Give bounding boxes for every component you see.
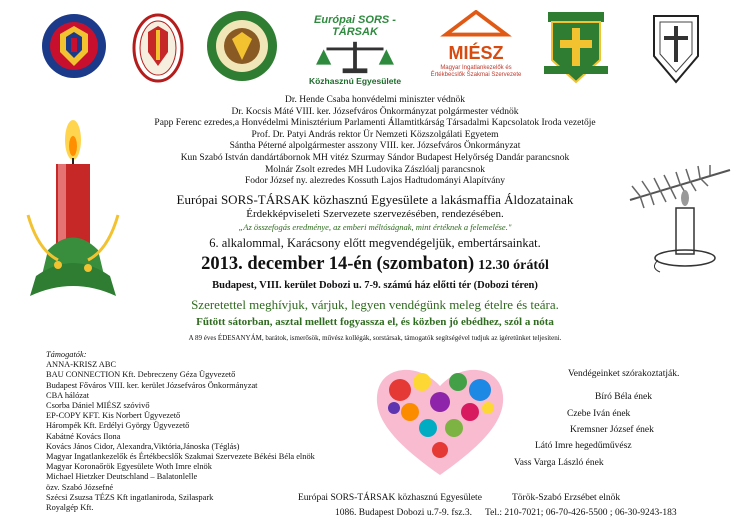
org-line: Európai SORS-TÁRSAK közhasznú Egyesülete a lakásmaffia Áldozatainak	[176, 192, 574, 207]
sponsor-item: Royalgép Kft.	[46, 503, 94, 513]
date-line	[0, 254, 750, 275]
jozsefvaros-logo	[538, 6, 614, 86]
sors-tarsak-logo	[300, 10, 410, 86]
house-icon	[428, 10, 524, 44]
miesz-logo	[428, 10, 524, 90]
sors-tarsak-subtitle: Közhasznú Egyesülete	[308, 76, 402, 86]
scales-icon	[300, 38, 410, 76]
sponsor-list	[46, 350, 315, 513]
sors-tarsak-title: Európai SORS - TÁRSAK	[314, 14, 396, 38]
patron-line: Sántha Péterné alpolgármester asszony VIII. ker. Józsefváros Önkormányzat	[229, 141, 521, 152]
sponsor-item: özv. Szabó Józsefné	[46, 482, 114, 492]
footer-president: Török-Szabó Erzsébet elnök	[512, 493, 621, 503]
performer: Kremsner József ének	[570, 425, 654, 435]
sponsor-item: Budapest Főváros VIII. ker. kerület Józsefváros Önkormányzat	[46, 380, 258, 390]
event-time: 12.30 órától	[478, 258, 549, 273]
welcome-line: Szeretettel meghívjuk, várjuk, legyen vendégünk meleg ételre és teára.	[191, 297, 559, 312]
sponsor-item: Hárompék Kft. Erdélyi György Ügyvezető	[46, 421, 190, 431]
performer: Czebe Iván ének	[567, 409, 631, 419]
patron-line: Papp Ferenc ezredes,a Honvédelmi Minisztérium Parlamenti Államtitkárság Társadalmi Kapcsolatok Iroda vezetője	[154, 118, 596, 129]
honvedseg-logo	[40, 6, 108, 86]
patron-line: Molnár Zsolt ezredes MH Ludovika Zászlóalj parancsnok	[264, 164, 486, 175]
patron-line: Fodor József ny. alezredes Kossuth Lajos Hadtudományi Alapítvány	[244, 176, 506, 187]
patron-list	[0, 95, 750, 188]
miesz-subtitle: Magyar Ingatlankezelők és Értékbecslők Szakmai Szervezete	[430, 65, 522, 78]
kozszolgalati-logo	[205, 6, 279, 86]
footer-phone: Tel.: 210-7021; 06-70-426-5500 ; 06-30-9243-183	[485, 508, 677, 518]
sponsor-item: Magyar Koronaőrök Egyesülete Woth Imre elnök	[46, 462, 212, 472]
ludovika-logo	[130, 6, 186, 86]
sponsor-item: Szécsi Zsuzsa TÉZS Kft ingatlaniroda, Szilaspark	[46, 492, 214, 502]
mother-line: A 89 éves ÉDESANYÁM, barátok, ismerősök, művész kollégák, sorstársak, támogatók segítségével tudjuk az ígéretünket teljesíteni.	[188, 334, 562, 342]
sponsor-item: CBA hálózat	[46, 390, 90, 400]
sponsor-item: Magyar Ingatlankezelők és Értékbecslők Szakmai Szervezete Békési Béla elnök	[46, 452, 315, 462]
performer: Látó Imre hegedűművész	[535, 441, 632, 451]
sponsor-item: BAU CONNECTION Kft. Debreczeny Géza Ügyvezető	[46, 370, 236, 380]
quote: „Az összefogás eredménye, az emberi méltóságnak, mint értéknek a felemelése."	[238, 222, 512, 232]
invite-line: 6. alkalommal, Karácsony előtt megvendégeljük, embertársainkat.	[209, 236, 541, 250]
sponsor-item: Kabátné Kovács Ilona	[46, 431, 121, 441]
parliament-logo	[648, 6, 704, 86]
sponsors-title: Támogatók:	[46, 350, 87, 359]
sponsor-item: ANNA-KRISZ ABC	[46, 360, 117, 370]
sponsor-item: EP-COPY KFT. Kis Norbert Ügyvezető	[46, 411, 181, 421]
sponsor-item: Michael Hietzker Deutschland – Balatonlelle	[46, 472, 198, 482]
entertain-intro: Vendégeinket szórakoztatják.	[568, 369, 680, 379]
patron-line: Prof. Dr. Patyi András rektor Ür Nemzeti Közszolgálati Egyetem	[251, 129, 499, 140]
tent-line: Fűtött sátorban, asztal mellett fogyassza el, és közben jó ebédhez, szól a nóta	[196, 316, 554, 328]
sponsor-item: Kovács János Cidor, Alexandra,Viktória,Jánoska (Téglás)	[46, 441, 240, 451]
patron-line: Dr. Hende Csaba honvédelmi miniszter védnök	[285, 95, 465, 105]
miesz-title: MIÉSZ	[448, 43, 504, 63]
footer-org: Európai SORS-TÁRSAK közhasznú Egyesülete	[298, 493, 482, 503]
performer: Bíró Béla ének	[595, 392, 652, 402]
sponsor-item: Csorba Dániel MIÉSZ szóvivő	[46, 401, 150, 411]
performer: Vass Varga László ének	[514, 458, 604, 468]
org-line-2: Érdekképviseleti Szervezete szervezésében, rendezésében.	[246, 208, 504, 220]
patron-line: Kun Szabó István dandártábornok MH vitéz Szurmay Sándor Budapest Helyőrség Dandár parancsnok	[180, 152, 570, 163]
location: Budapest, VIII. kerület Dobozi u. 7-9. számú ház előtti tér (Dobozi téren)	[212, 280, 538, 291]
candy-heart-illustration	[370, 360, 510, 480]
footer-address: 1086. Budapest Dobozi u.7-9. fsz.3.	[335, 508, 472, 518]
patron-line: Dr. Kocsis Máté VIII. ker. Józsefváros Önkormányzat polgármester védnök	[231, 106, 519, 117]
date-main: 2013. december 14-én (szombaton)	[201, 254, 475, 274]
